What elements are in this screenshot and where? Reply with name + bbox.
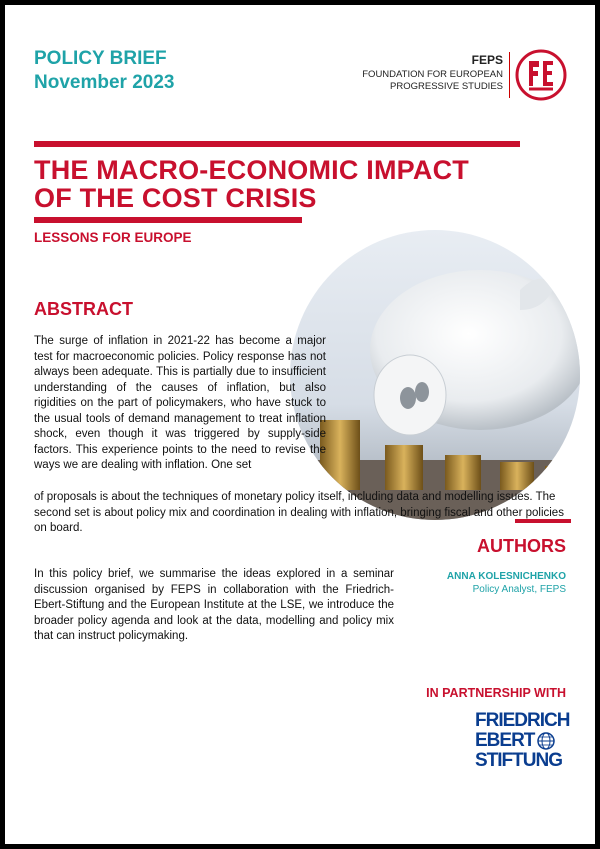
feps-name: FEPS [471,53,503,67]
abstract-paragraph-2: In this policy brief, we summarise the ideas explored in a seminar discussion organised by FEPS in collaboration with the Friedrich-Ebert-Stiftung and the European Institute at the LSE, we introduce the broader policy agenda and look at the data, modelling and policy mix that can instruct policymaking. [34,568,394,642]
piggy-bank-photo [290,230,580,520]
authors-heading: AUTHORS [477,536,566,556]
brief-date: November 2023 [34,72,175,93]
page-title [34,156,574,212]
fes-logo-line-2: EBERT [475,730,535,751]
authors-bar [515,519,571,523]
abstract-heading: ABSTRACT [34,299,133,319]
feps-line-1: FOUNDATION FOR EUROPEAN [362,69,503,80]
feps-org-block [362,54,503,93]
title-bottom-bar [34,217,302,223]
title-top-bar [34,141,520,147]
abstract-paragraph-1-wide: of proposals is about the techniques of monetary policy itself, including data and modelling issues. The second set is about policy mix and coordination in dealing with inflation, bringing fiscal and other policies on board. [34,491,564,534]
author-role: Policy Analyst, FEPS [472,584,566,595]
abstract-paragraph-1-narrow: The surge of inflation in 2021-22 has become a major test for macroeconomic policies. Policy response has not always been adequate. This is partially due to insufficient understanding of the causes of inflation, but also rigidities on the part of policymakers, who have stuck to the usual tools of demand management to treat inflation shock, even though it was triggered by supply-side factors. This experience points to the need to revise the ways we are dealing with inflation. One set [34,335,326,471]
feps-logo-icon [515,49,567,101]
fes-logo-line-3: STIFTUNG [475,750,562,771]
fes-logo-line-1: FRIEDRICH [475,710,570,731]
title-line-2: OF THE COST CRISIS [34,183,317,213]
feps-line-2: PROGRESSIVE STUDIES [390,81,503,92]
subtitle: LESSONS FOR EUROPE [34,230,192,245]
fes-logo [475,711,575,775]
brief-label: POLICY BRIEF [34,48,167,69]
feps-divider [509,52,510,98]
policy-brief-page [5,5,595,844]
partnership-heading: IN PARTNERSHIP WITH [426,686,566,700]
title-line-1: THE MACRO-ECONOMIC IMPACT [34,155,469,185]
globe-icon [537,732,555,750]
author-name: ANNA KOLESNICHENKO [446,571,566,582]
